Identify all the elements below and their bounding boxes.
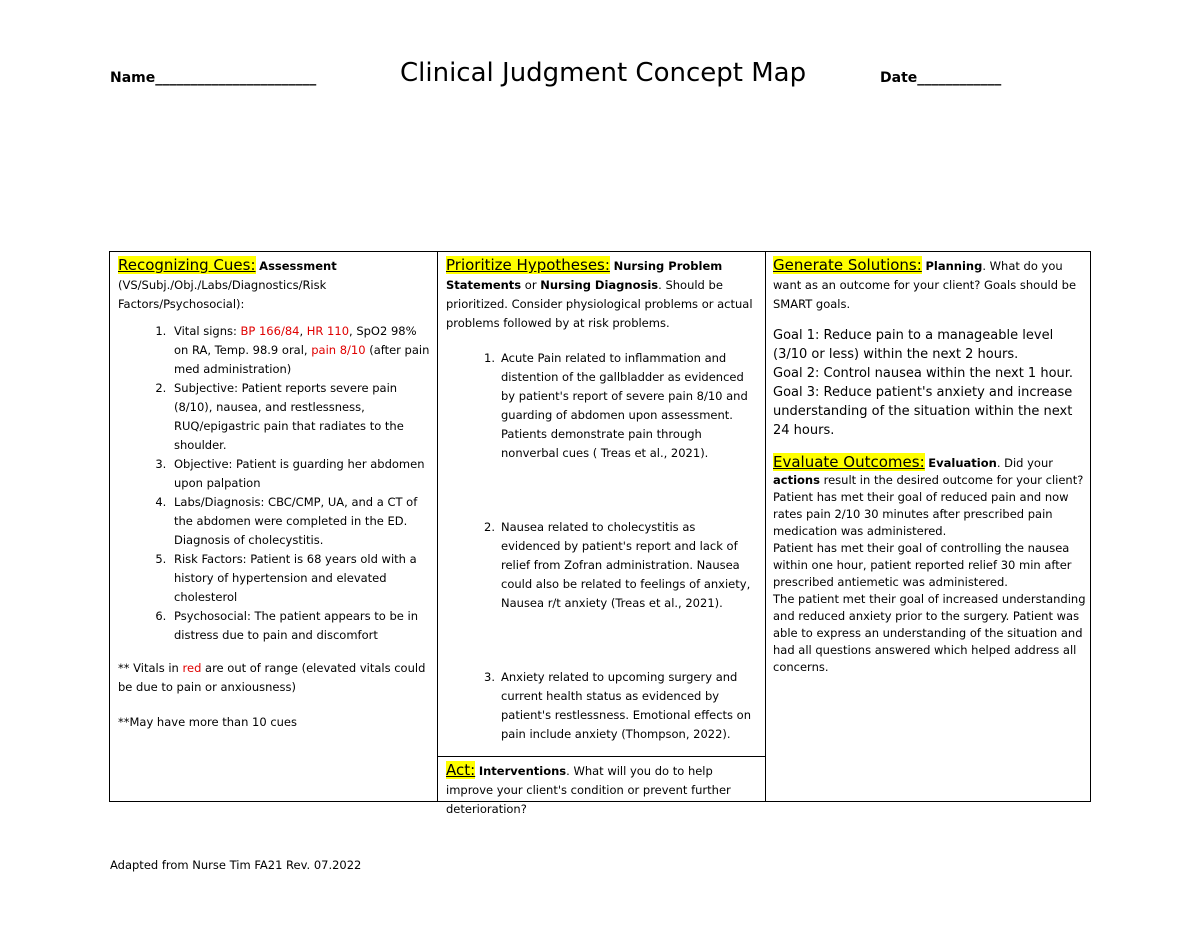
hypothesis-item: 3. Anxiety related to upcoming surgery and current health status as evidenced by patient's restlessness. Emotional effects on pain include anxiety (Thompson, 2022).: [484, 670, 752, 741]
act-cell: Act: Interventions. What will you do to help improve your client's condition or prevent further deterioration?: [446, 761, 731, 816]
bp-value: BP 166/84: [240, 324, 300, 338]
interventions-label: Interventions: [478, 764, 567, 778]
cue-psychosocial: 6. Psychosocial: The patient appears to be in distress due to pain and discomfort: [170, 607, 431, 645]
hypothesis-item: 1. Acute Pain related to inflammation and distention of the gallbladder as evidenced by patient's report of severe pain 8/10 and guarding of abdomen upon assessment. Patients demonstrate pain through nonverbal cues ( Treas et al., 2021).: [484, 351, 748, 460]
generate-solutions-column: Generate Solutions: Planning. What do you want as an outcome for your client? Goals should be SMART goals. Goal 1: Reduce pain to a manageable level (3/10 or less) within the next 2 hours. Goal 2: Control nausea within the next 1 hour. Goal 3: Reduce patient's anxiety and increase understanding of the situation within the next 24 hours. Evaluate Outcomes: Evaluation. Did your actions result in the desired outcome for your client? Patient has met their goal of reduced pain and now rates pain 2/10 30 minutes after prescribed pain medication was administered. Patient has met their goal of controlling the nausea within one hour, patient reported relief 30 min after prescribed antiemetic was administered. The patient met their goal of increased understanding and reduced anxiety prior to the surgery. Patient was able to express an understanding of the situation and had all questions answered which helped address all concerns.: [773, 256, 1086, 674]
page-header: [0, 58, 1200, 98]
assessment-label: Assessment: [259, 259, 337, 273]
recognizing-cues-column: [110, 252, 438, 801]
name-field-label: Name_______________________: [110, 70, 317, 86]
outcome-line: Patient has met their goal of controlling the nausea within one hour, patient reported relief 30 min after prescribed antiemetic was administered.: [773, 541, 1072, 589]
cues-count-note: **May have more than 10 cues: [118, 715, 298, 729]
date-field-label: Date____________: [880, 70, 1002, 86]
cue-vital-signs: 1. Vital signs: BP 166/84, HR 110, SpO2 98% on RA, Temp. 98.9 oral, pain 8/10 (after pain med administration): [170, 322, 431, 379]
goal-item: Goal 2: Control nausea within the next 1 hour.: [773, 366, 1074, 381]
outcome-line: Patient has met their goal of reduced pain and now rates pain 2/10 30 minutes after prescribed pain medication was administered.: [773, 490, 1069, 538]
cue-labs: 4. Labs/Diagnosis: CBC/CMP, UA, and a CT of the abdomen were completed in the ED. Diagnosis of cholecystitis.: [170, 493, 431, 550]
recognizing-cues-heading: Recognizing Cues:: [118, 256, 256, 274]
evaluate-outcomes-section: Evaluate Outcomes: Evaluation. Did your actions result in the desired outcome for your client? Patient has met their goal of reduced pain and now rates pain 2/10 30 minutes after prescribed pain medication was administered. Patient has met their goal of controlling the nausea within one hour, patient reported relief 30 min after prescribed antiemetic was administered. The patient met their goal of increased understanding and reduced anxiety prior to the surgery. Patient was able to express an understanding of the situation and had all questions answered which helped address all concerns.: [773, 453, 1086, 674]
act-heading: Act:: [446, 761, 476, 779]
goal-item: Goal 3: Reduce patient's anxiety and increase understanding of the situation within the next 24 hours.: [773, 385, 1073, 438]
page-title: Clinical Judgment Concept Map: [400, 58, 807, 88]
hypotheses-cell: Prioritize Hypotheses: Nursing Problem Statements or Nursing Diagnosis. Should be prioritized. Consider physiological problems or actual problems followed by at risk problems. 1. Acute Pain related to inflammation and distention of the gallbladder as evidenced by patient's report of severe pain 8/10 and guarding of abdomen upon assessment. Patients demonstrate pain through nonverbal cues ( Treas et al., 2021). 2. Nausea related to cholecystitis as evidenced by patient's report and lack of relief from Zofran administration. Nausea could also be related to feelings of anxiety, Nausea r/t anxiety (Treas et al., 2021). 3. Anxiety related to upcoming surgery and current health status as evidenced by patient's restlessness. Emotional effects on pain include anxiety (Thompson, 2022).: [438, 252, 765, 757]
vitals-note: ** Vitals in red are out of range (elevated vitals could be due to pain or anxiousness): [118, 661, 426, 694]
footer-note: Adapted from Nurse Tim FA21 Rev. 07.2022: [110, 858, 362, 872]
concept-map-table: [109, 251, 1091, 816]
evaluation-label: Evaluation: [928, 456, 997, 470]
outcome-line: The patient met their goal of increased understanding and reduced anxiety prior to the surgery. Patient was able to express an understanding of the situation and had all questions answered which helped address all concerns.: [773, 592, 1086, 674]
cues-list: [118, 322, 431, 645]
prioritize-hypotheses-heading: Prioritize Hypotheses:: [446, 256, 610, 274]
pain-value: pain 8/10: [311, 343, 366, 357]
cue-risk-factors: 5. Risk Factors: Patient is 68 years old with a history of hypertension and elevated cholesterol: [170, 550, 431, 607]
cue-subjective: 2. Subjective: Patient reports severe pain (8/10), nausea, and restlessness, RUQ/epigastric pain that radiates to the shoulder.: [170, 379, 431, 455]
planning-label: Planning: [925, 259, 983, 273]
cue-objective: 3. Objective: Patient is guarding her abdomen upon palpation: [170, 455, 431, 493]
goal-item: Goal 1: Reduce pain to a manageable level (3/10 or less) within the next 2 hours.: [773, 328, 1054, 362]
hr-value: HR 110: [306, 324, 350, 338]
prioritize-hypotheses-column: [438, 252, 766, 816]
cues-description: (VS/Subj./Obj./Labs/Diagnostics/Risk Factors/Psychosocial):: [118, 278, 327, 311]
goals-list: [773, 326, 1086, 440]
hypothesis-item: 2. Nausea related to cholecystitis as evidenced by patient's report and lack of relief from Zofran administration. Nausea could also be related to feelings of anxiety, Nausea r/t anxiety (Treas et al., 2021).: [484, 520, 751, 610]
generate-solutions-heading: Generate Solutions:: [773, 256, 922, 274]
evaluate-outcomes-heading: Evaluate Outcomes:: [773, 453, 925, 471]
